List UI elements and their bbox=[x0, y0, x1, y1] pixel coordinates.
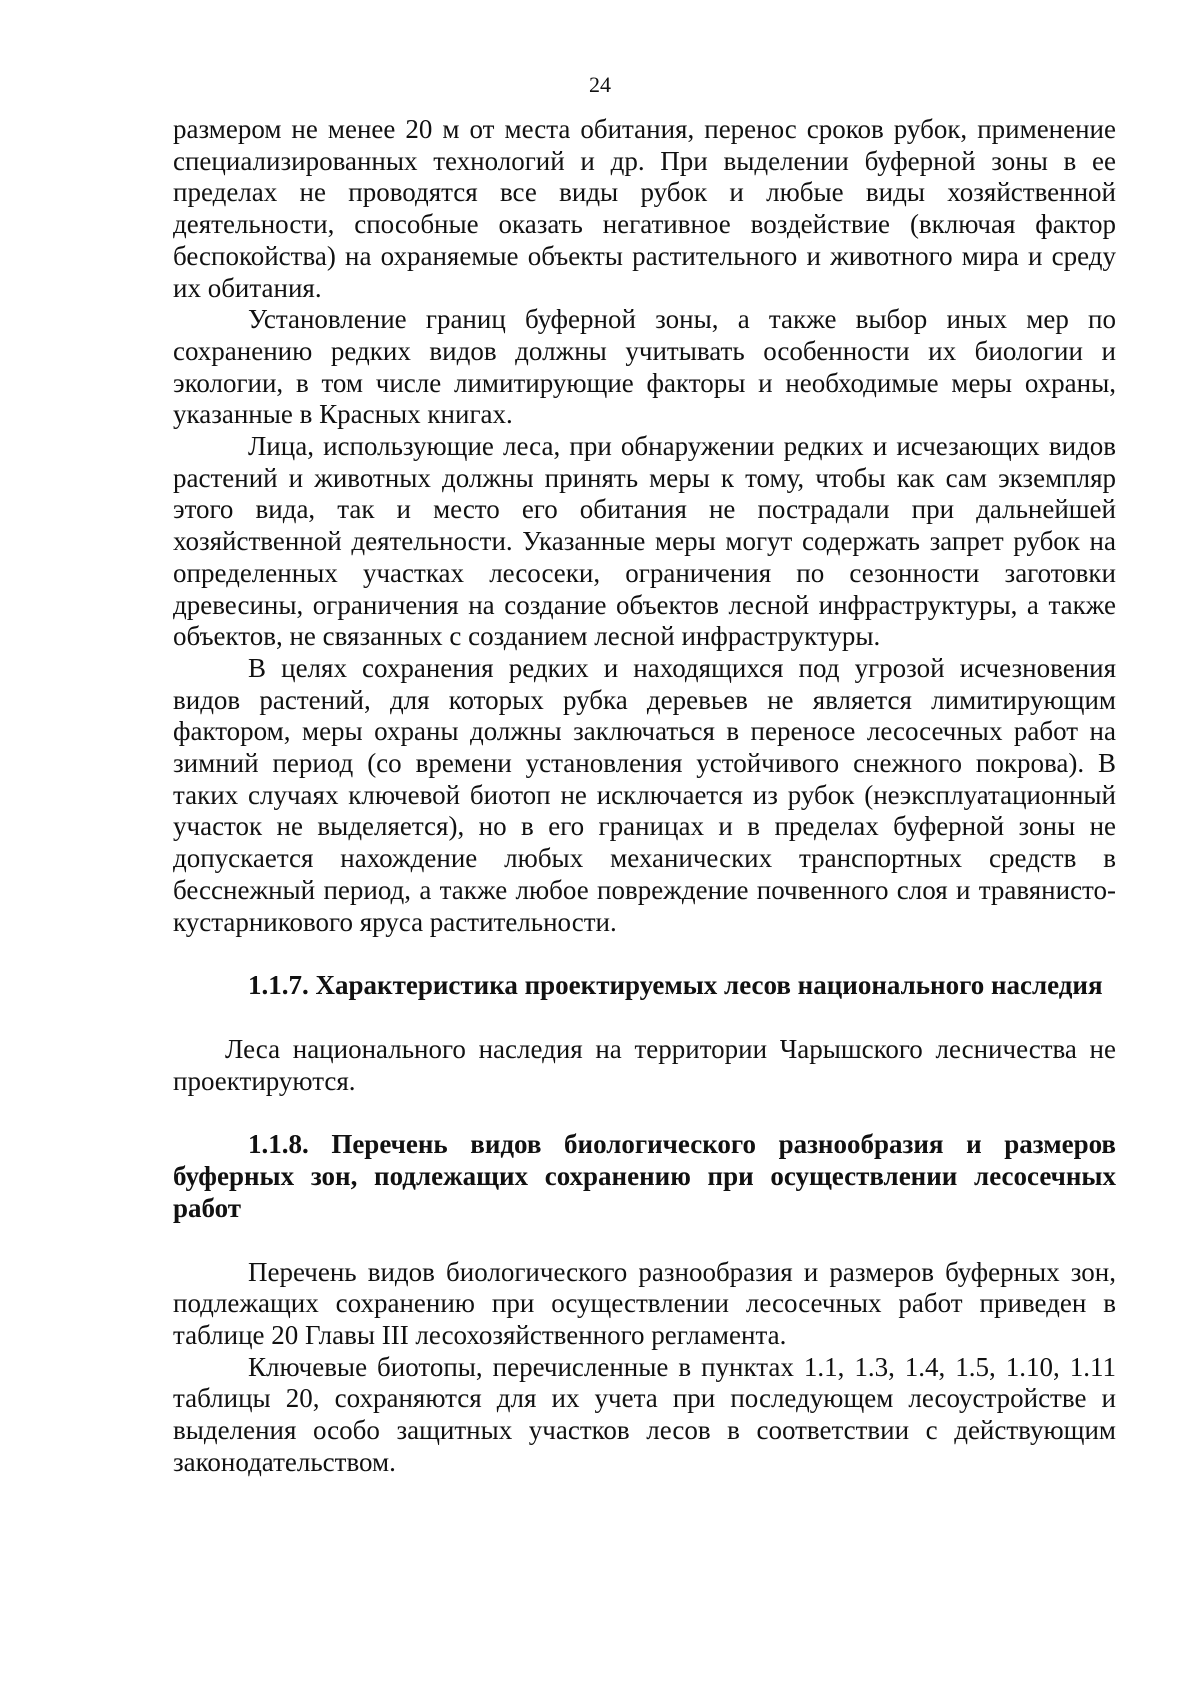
section-heading-1-1-7: 1.1.7. Характеристика проектируемых лесов национального наследия bbox=[248, 970, 1103, 1001]
paragraph-continuation: размером не менее 20 м от места обитания, перенос сроков рубок, применение специализированных технологий и др. При выделении буферной зоны в ее пределах не проводятся все виды рубок и любые виды хозяйственной деятельности, способные оказать негативное воздействие (включая фактор беспокойства) на охраняемые объекты растительного и животного мира и среду их обитания. bbox=[173, 114, 1116, 303]
section-heading-1-1-8: 1.1.8. Перечень видов биологического разнообразия и размеров буферных зон, подлежащих сохранению при осуществлении лесосечных работ bbox=[173, 1129, 1116, 1223]
page-number: 24 bbox=[589, 72, 611, 97]
section-1-1-7-text: Леса национального наследия на территории Чарышского лесничества не проектируются. bbox=[173, 1033, 1116, 1096]
page-content bbox=[173, 114, 1116, 1478]
paragraph-buffer-zone-boundaries: Установление границ буферной зоны, а также выбор иных мер по сохранению редких видов должны учитывать особенности их биологии и экологии, в том числе лимитирующие факторы и необходимые меры охраны, указанные в Красных книгах. bbox=[173, 304, 1116, 430]
section-1-1-8-paragraph-list: Перечень видов биологического разнообразия и размеров буферных зон, подлежащих сохранению при осуществлении лесосечных работ приведен в таблице 20 Главы III лесохозяйственного регламента. bbox=[173, 1256, 1116, 1350]
section-1-1-8-paragraph-biotopes: Ключевые биотопы, перечисленные в пунктах 1.1, 1.3, 1.4, 1.5, 1.10, 1.11 таблицы 20, сохраняются для их учета при последующем лесоустройстве и выделения особо защитных участков лесов в соответствии с действующим законодательством. bbox=[173, 1351, 1116, 1477]
paragraph-winter-logging: В целях сохранения редких и находящихся под угрозой исчезновения видов растений, для которых рубка деревьев не является лимитирующим фактором, меры охраны должны заключаться в переносе лесосечных работ на зимний период (со времени установления устойчивого снежного покрова). В таких случаях ключевой биотоп не исключается из рубок (неэксплуатационный участок не выделяется), но в его границах и в пределах буферной зоны не допускается нахождение любых механических транспортных средств в бесснежный период, а также любое повреждение почвенного слоя и травянисто-кустарникового яруса растительности. bbox=[173, 652, 1116, 937]
paragraph-forest-users-measures: Лица, использующие леса, при обнаружении редких и исчезающих видов растений и животных должны принять меры к тому, чтобы как сам экземпляр этого вида, так и место его обитания не пострадали при дальнейшей хозяйственной деятельности. Указанные меры могут содержать запрет рубок на определенных участках лесосеки, ограничения по сезонности заготовки древесины, ограничения на создание объектов лесной инфраструктуры, а также объектов, не связанных с созданием лесной инфраструктуры. bbox=[173, 431, 1116, 652]
